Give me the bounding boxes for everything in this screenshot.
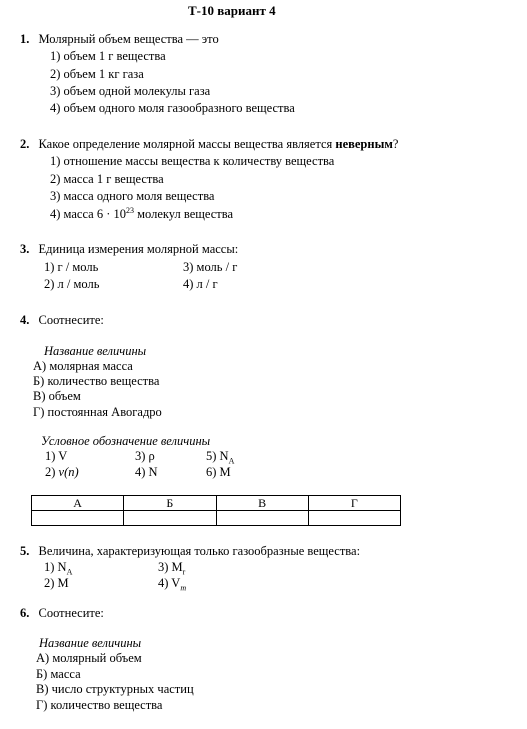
answer-table-header-row [32,496,401,511]
q4-symbols-heading: Условное обозначение величины [41,434,211,448]
q4-name-a: А) молярная масса [33,359,133,373]
question-5 [20,544,360,559]
q4-symbol-6: 6) M [206,465,231,479]
q2-option-1[interactable]: 1) отношение массы вещества к количеству вещества [50,154,335,168]
q1-option-3[interactable]: 3) объем одной молекулы газа [50,84,211,98]
q2-option-4[interactable] [50,207,233,222]
question-5-number: 5. [20,544,30,558]
q3-option-2[interactable]: 2) л / моль [44,277,100,291]
q5-option-1-sub: A [66,567,73,577]
q4-symbol-5-base: 5) N [206,449,229,463]
q2-option-4-prefix: 4) масса 6 · 10 [50,207,126,221]
answer-cell-g[interactable] [308,511,400,526]
q4-symbol-5-sub: A [228,456,235,466]
q2-option-3[interactable]: 3) масса одного моля вещества [50,189,215,203]
q5-option-3[interactable] [158,560,185,575]
q6-name-g: Г) количество вещества [36,698,163,712]
answer-cell-a[interactable] [32,511,124,526]
answer-cell-v[interactable] [216,511,308,526]
question-1-number: 1. [20,32,30,46]
q5-option-4-base: 4) V [158,576,181,590]
q5-option-1-base: 1) N [44,560,67,574]
answer-table-header-v: В [216,496,308,511]
q4-symbol-2 [45,465,79,480]
question-5-text: Величина, характеризующая только газообразные вещества: [38,544,361,558]
q4-name-v: В) объем [33,389,81,403]
q4-name-g: Г) постоянная Авогадро [33,405,162,419]
answer-table-header-b: Б [124,496,216,511]
question-6 [20,606,104,621]
question-3-text: Единица измерения молярной массы: [38,242,239,256]
q5-option-2[interactable]: 2) M [44,576,69,590]
q6-names-heading: Название величины [39,636,142,650]
q4-symbol-4: 4) N [135,465,158,479]
question-4-number: 4. [20,313,30,327]
q2-option-4-suffix: молекул вещества [137,207,234,221]
q4-name-b: Б) количество вещества [33,374,160,388]
q5-option-3-base: 3) M [158,560,183,574]
question-6-text: Соотнесите: [38,606,104,620]
q1-option-1[interactable]: 1) объем 1 г вещества [50,49,166,63]
question-2-text: Какое определение молярной массы вещества является [38,137,333,151]
question-2-number: 2. [20,137,30,151]
question-1-text: Молярный объем вещества — это [38,32,219,46]
question-2 [20,137,398,152]
q3-option-3[interactable]: 3) моль / г [183,260,238,274]
q4-symbol-5 [206,449,234,464]
q1-option-4[interactable]: 4) объем одного моля газообразного вещества [50,101,295,115]
answer-cell-b[interactable] [124,511,216,526]
answer-table-answer-row [32,511,401,526]
q4-symbol-1: 1) V [45,449,68,463]
q4-symbol-2-value: v(n) [58,465,79,479]
q6-name-b: Б) масса [36,667,81,681]
answer-table [31,495,401,526]
q2-option-4-exponent: 23 [126,205,134,215]
q2-option-2[interactable]: 2) масса 1 г вещества [50,172,164,186]
answer-table-header-a: А [32,496,124,511]
q5-option-3-sub: r [182,567,186,577]
page-title: Т-10 вариант 4 [188,3,276,18]
q5-option-4-sub: m [180,583,187,593]
question-2-bold-word: неверным [335,137,393,151]
q4-names-heading: Название величины [44,344,147,358]
q1-option-2[interactable]: 2) объем 1 кг газа [50,67,144,81]
question-4 [20,313,104,328]
q3-option-4[interactable]: 4) л / г [183,277,218,291]
q6-name-v: В) число структурных частиц [36,682,194,696]
q6-name-a: А) молярный объем [36,651,142,665]
q3-option-1[interactable]: 1) г / моль [44,260,99,274]
question-4-text: Соотнесите: [38,313,104,327]
q5-option-4[interactable] [158,576,186,591]
question-1 [20,32,219,47]
q4-symbol-2-prefix: 2) [45,465,56,479]
question-6-number: 6. [20,606,30,620]
question-3 [20,242,238,257]
q4-symbol-3: 3) ρ [135,449,155,463]
answer-table-header-g: Г [308,496,400,511]
q5-option-1[interactable] [44,560,72,575]
question-2-mark: ? [392,137,399,151]
question-3-number: 3. [20,242,30,256]
